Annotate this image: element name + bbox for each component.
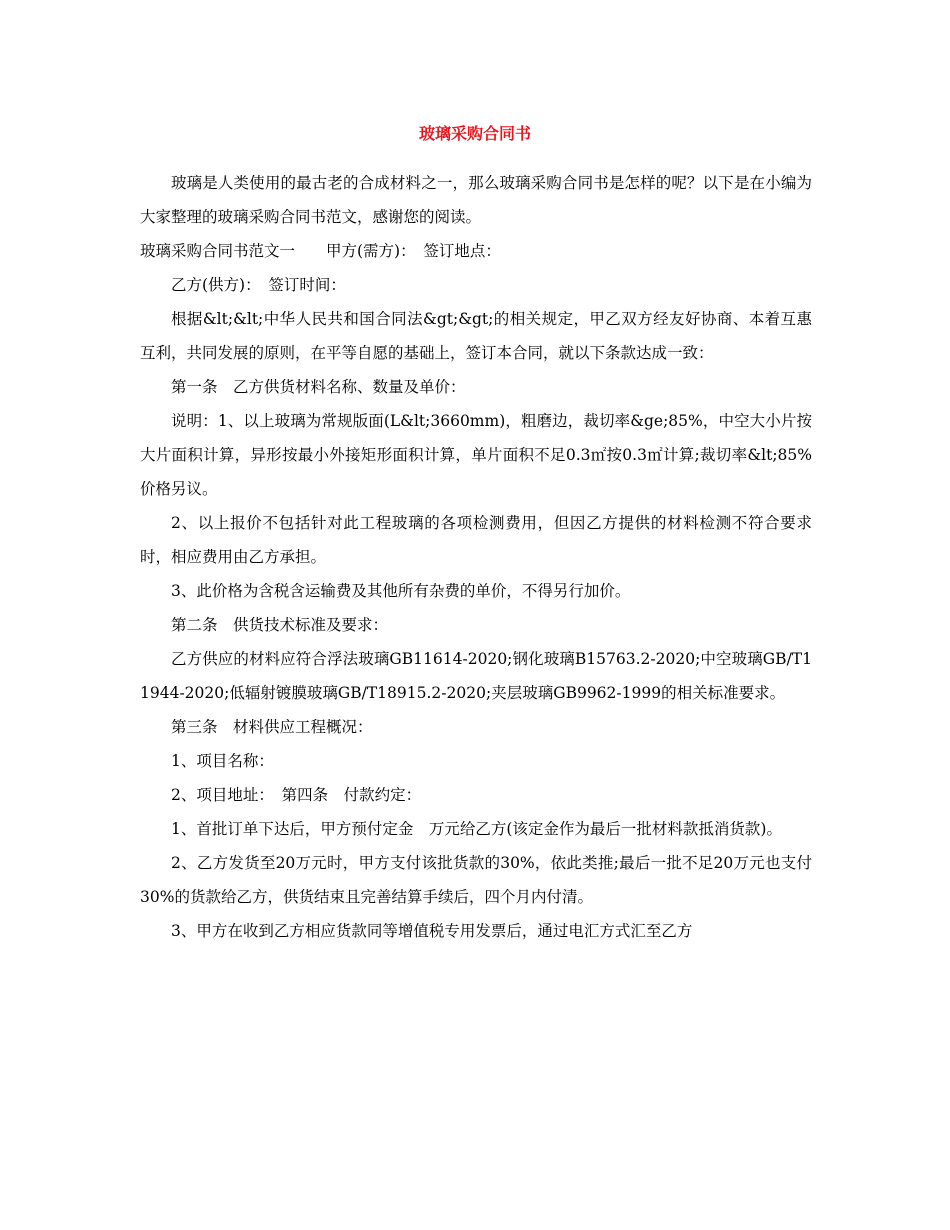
paragraph-note-2: 2、以上报价不包括针对此工程玻璃的各项检测费用，但因乙方提供的材料检测不符合要求时，相应费用由乙方承担。: [140, 514, 812, 566]
paragraph-payment-3: 3、甲方在收到乙方相应货款同等增值税专用发票后，通过电汇方式汇至乙方: [171, 922, 693, 940]
paragraph-standards: 乙方供应的材料应符合浮法玻璃GB11614-2020;钢化玻璃B15763.2-2020;中空玻璃GB/T11944-2020;低辐射镀膜玻璃GB/T18915.2-2020;夹层玻璃GB9962-1999的相关标准要求。: [140, 650, 812, 702]
paragraph-payment-2: 2、乙方发货至20万元时，甲方支付该批货款的30%，依此类推;最后一批不足20万元也支付30%的货款给乙方，供货结束且完善结算手续后，四个月内付清。: [140, 854, 812, 906]
document-body: [140, 166, 812, 948]
paragraph-note-3: 3、此价格为含税含运输费及其他所有杂费的单价，不得另行加价。: [171, 582, 631, 600]
paragraph-payment-1: 1、首批订单下达后，甲方预付定金 万元给乙方(该定金作为最后一批材料款抵消货款)。: [171, 820, 782, 838]
paragraph-project-address: 2、项目地址： 第四条 付款约定：: [171, 786, 422, 804]
paragraph-note-1: 说明：1、以上玻璃为常规版面(L&lt;3660mm)，粗磨边，裁切率&ge;85%，中空大小片按大片面积计算，异形按最小外接矩形面积计算，单片面积不足0.3㎡按0.3㎡计算;裁切率&lt;85%价格另议。: [140, 412, 812, 498]
paragraph-project-name: 1、项目名称：: [171, 752, 274, 770]
paragraph-contract-header: 玻璃采购合同书范文一 甲方(需方)： 签订地点：: [140, 242, 501, 260]
paragraph-legal-basis: 根据&lt;&lt;中华人民共和国合同法&gt;&gt;的相关规定，甲乙双方经友好协商、本着互惠互利，共同发展的原则，在平等自愿的基础上，签订本合同，就以下条款达成一致：: [140, 310, 812, 362]
paragraph-intro: 玻璃是人类使用的最古老的合成材料之一，那么玻璃采购合同书是怎样的呢？以下是在小编为大家整理的玻璃采购合同书范文，感谢您的阅读。: [140, 174, 812, 226]
paragraph-article-2: 第二条 供货技术标准及要求：: [171, 616, 389, 634]
document-title: 玻璃采购合同书: [418, 124, 531, 143]
paragraph-article-3: 第三条 材料供应工程概况：: [171, 718, 373, 736]
paragraph-party-b: 乙方(供方)： 签订时间：: [171, 276, 346, 294]
paragraph-article-1: 第一条 乙方供货材料名称、数量及单价：: [171, 378, 466, 396]
